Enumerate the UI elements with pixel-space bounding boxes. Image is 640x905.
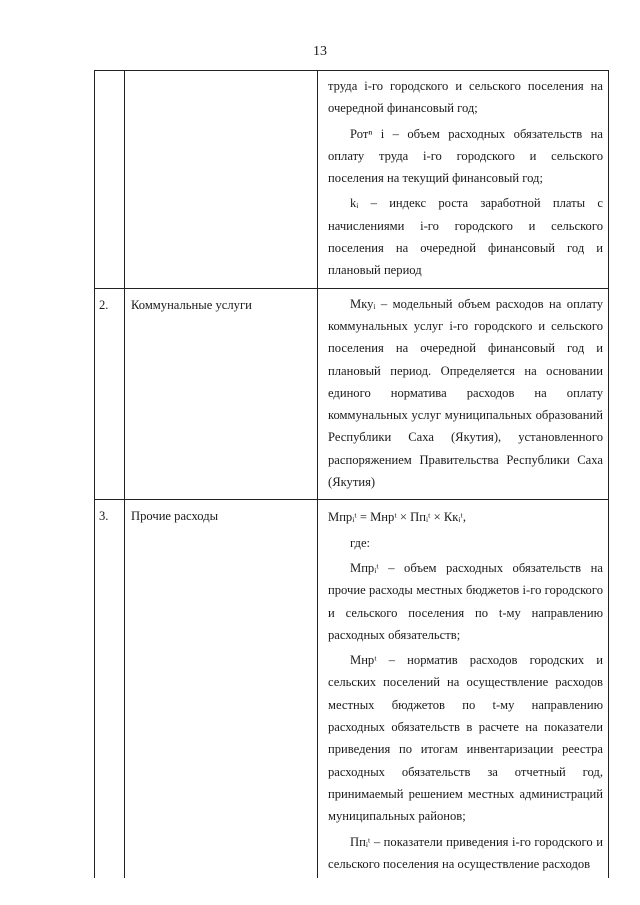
paragraph: Ротⁿ i – объем расходных обязательств на оплату труда i-го городского и сельского поселения на текущий финансовый год; bbox=[328, 126, 603, 186]
formula-where: где: bbox=[350, 535, 371, 550]
table-row bbox=[95, 288, 609, 500]
paragraph: kᵢ – индекс роста заработной платы с начислениями i-го городского и сельского поселения на очередной финансовый год и плановый период bbox=[328, 196, 603, 278]
paragraph: труда i-го городского и сельского поселения на очередной финансовый год; bbox=[328, 79, 603, 116]
row-number bbox=[95, 71, 125, 289]
paragraph: Ппᵢᵗ – показатели приведения i-го городского и сельского поселения на осуществление расходов bbox=[328, 834, 603, 871]
expense-name bbox=[125, 71, 318, 289]
expense-description bbox=[318, 288, 609, 500]
methodology-table bbox=[94, 70, 609, 878]
paragraph: Мнрᵗ – норматив расходов городских и сельских поселений на осуществление расходов местных бюджетов по t-му направлению расходных обязательств в расчете на показатели приведения по итогам инвентаризации реестра расходных обязательств за отчетный год, принимаемый решением местных администраций муниципальных районов; bbox=[328, 653, 603, 824]
expense-description bbox=[318, 500, 609, 878]
formula: Мпрᵢᵗ = Мнрᵗ × Ппᵢᵗ × Ккᵢᵗ, bbox=[328, 510, 466, 525]
paragraph: Мпрᵢᵗ – объем расходных обязательств на прочие расходы местных бюджетов i-го городского и сельского поселения по t-му направлению расходных обязательств; bbox=[328, 560, 603, 642]
expense-name: Прочие расходы bbox=[125, 500, 318, 878]
page-number: 13 bbox=[313, 44, 327, 59]
expense-description bbox=[318, 71, 609, 289]
paragraph: Мкуᵢ – модельный объем расходов на оплату коммунальных услуг i-го городского и сельского поселения на очередной финансовый год и плановый период. Определяется на основании единого норматива расходов на оплату коммунальных услуг муниципальных образований Республики Саха (Якутия), установленного распоряжением Правительства Республики Саха (Якутия) bbox=[328, 296, 603, 490]
table-row bbox=[95, 71, 609, 289]
expense-name: Коммунальные услуги bbox=[125, 288, 318, 500]
row-number: 3. bbox=[95, 500, 125, 878]
row-number: 2. bbox=[95, 288, 125, 500]
table-row bbox=[95, 500, 609, 878]
